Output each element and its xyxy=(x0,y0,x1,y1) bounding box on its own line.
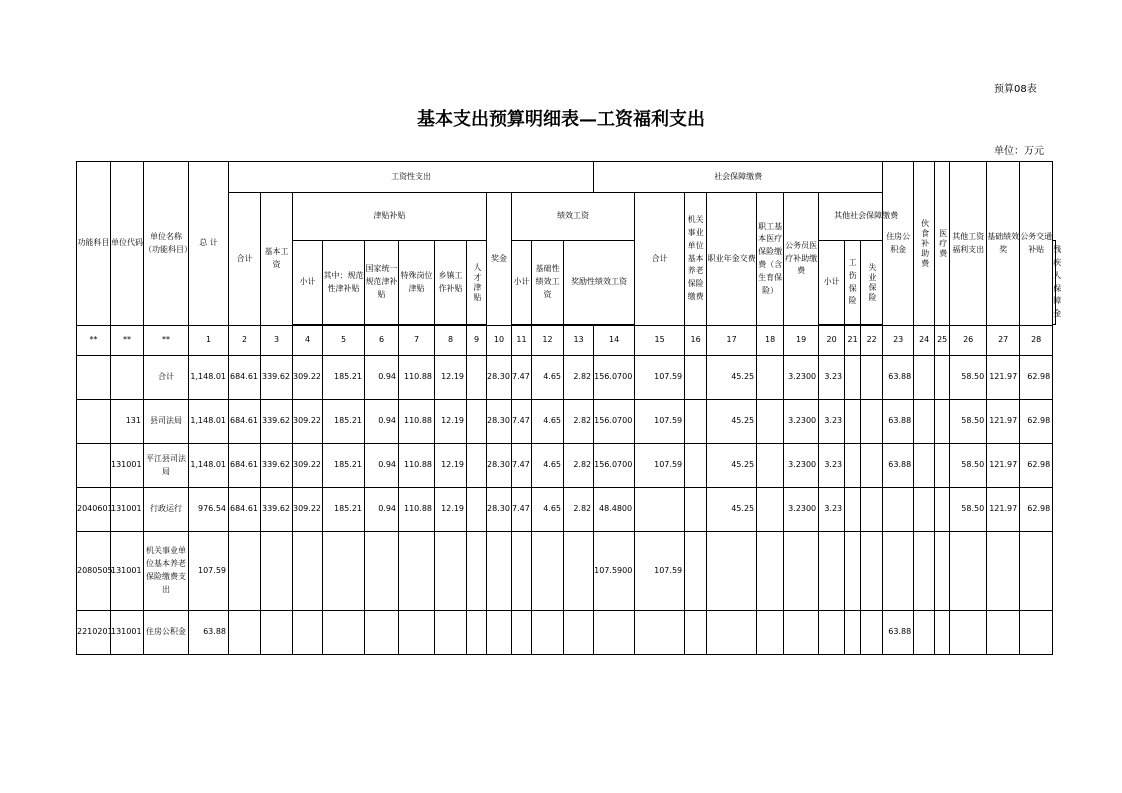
value-cell: 45.25 xyxy=(707,356,757,400)
index-cell: 23 xyxy=(883,326,914,356)
value-cell: 62.98 xyxy=(1020,400,1053,444)
value-cell xyxy=(467,356,487,400)
unit-code-cell: 131001 xyxy=(111,444,144,488)
form-number: 预算08表 xyxy=(994,84,1037,95)
value-cell: 3.23 xyxy=(819,356,845,400)
value-cell: 309.22 xyxy=(293,356,323,400)
value-cell: 45.25 xyxy=(707,444,757,488)
value-cell: 58.50 xyxy=(950,356,987,400)
index-cell: 25 xyxy=(935,326,950,356)
col-med-fee xyxy=(935,162,950,326)
value-cell: 121.97 xyxy=(987,400,1020,444)
value-cell: 12.19 xyxy=(435,400,467,444)
value-cell: 1,148.01 xyxy=(189,356,229,400)
col-other-sub: 小计 xyxy=(819,241,845,325)
value-cell: 121.97 xyxy=(987,488,1020,532)
value-cell: 684.61 xyxy=(229,488,261,532)
value-cell: 684.61 xyxy=(229,444,261,488)
index-cell: 18 xyxy=(757,326,784,356)
group-other-social: 其他社会保障缴费 xyxy=(819,193,914,241)
col-allow-post: 特殊岗位津贴 xyxy=(399,241,435,325)
value-cell xyxy=(365,611,399,655)
value-cell xyxy=(987,532,1020,611)
index-cell: 26 xyxy=(950,326,987,356)
value-cell xyxy=(685,488,707,532)
value-cell xyxy=(757,444,784,488)
value-cell xyxy=(261,611,293,655)
value-cell: 2.82 xyxy=(564,444,594,488)
value-cell xyxy=(914,488,935,532)
value-cell: 7.47 xyxy=(512,400,532,444)
value-cell: 0.94 xyxy=(365,356,399,400)
index-cell: 7 xyxy=(399,326,435,356)
value-cell xyxy=(914,400,935,444)
value-cell xyxy=(784,611,819,655)
value-cell xyxy=(435,611,467,655)
value-cell: 7.47 xyxy=(512,356,532,400)
col-disabled: 残疾人保障金 xyxy=(1053,241,1056,325)
value-cell: 110.88 xyxy=(399,356,435,400)
value-cell xyxy=(757,356,784,400)
index-cell: 8 xyxy=(435,326,467,356)
value-cell xyxy=(861,532,883,611)
index-cell: 16 xyxy=(685,326,707,356)
group-salary: 工资性支出 xyxy=(229,162,594,193)
col-unemploy-label: 失业保险 xyxy=(868,262,878,303)
value-cell: 58.50 xyxy=(950,488,987,532)
value-cell xyxy=(323,532,365,611)
value-cell xyxy=(707,532,757,611)
col-unit-code: 单位代码 xyxy=(111,162,144,326)
value-cell xyxy=(883,532,914,611)
value-cell: 309.22 xyxy=(293,488,323,532)
value-cell xyxy=(914,611,935,655)
value-cell xyxy=(685,400,707,444)
value-cell: 3.2300 xyxy=(784,488,819,532)
index-cell: 27 xyxy=(987,326,1020,356)
value-cell xyxy=(532,532,564,611)
value-cell: 4.65 xyxy=(532,488,564,532)
col-allow-talent-label: 人才津贴 xyxy=(472,262,482,303)
value-cell: 0.94 xyxy=(365,400,399,444)
func-code-cell: 2210201 xyxy=(77,611,111,655)
col-transport: 公务交通补贴 xyxy=(1020,162,1053,326)
unit-code-cell: 131001 xyxy=(111,488,144,532)
value-cell: 3.23 xyxy=(819,444,845,488)
value-cell xyxy=(950,611,987,655)
value-cell xyxy=(564,611,594,655)
value-cell xyxy=(594,611,635,655)
value-cell: 156.0700 xyxy=(594,444,635,488)
value-cell xyxy=(399,532,435,611)
unit-name-cell: 县司法局 xyxy=(144,400,189,444)
value-cell: 28.30 xyxy=(487,400,512,444)
col-unemploy xyxy=(861,241,883,325)
value-cell: 62.98 xyxy=(1020,356,1053,400)
unit-code-cell: 131 xyxy=(111,400,144,444)
value-cell: 339.62 xyxy=(261,488,293,532)
value-cell: 3.2300 xyxy=(784,356,819,400)
col-civil-med: 公务员医疗补助缴费 xyxy=(784,193,819,326)
value-cell xyxy=(487,611,512,655)
value-cell xyxy=(845,444,861,488)
index-cell: 15 xyxy=(635,326,685,356)
value-cell xyxy=(467,400,487,444)
value-cell: 12.19 xyxy=(435,488,467,532)
col-allow-std: 其中：规范性津补贴 xyxy=(323,241,365,325)
index-cell: 6 xyxy=(365,326,399,356)
value-cell: 107.59 xyxy=(635,400,685,444)
value-cell: 3.2300 xyxy=(784,444,819,488)
value-cell: 684.61 xyxy=(229,400,261,444)
unit-name-cell: 合计 xyxy=(144,356,189,400)
value-cell xyxy=(1020,532,1053,611)
value-cell xyxy=(861,356,883,400)
value-cell: 62.98 xyxy=(1020,488,1053,532)
col-med-fee-label: 医疗费 xyxy=(938,228,948,259)
value-cell: 45.25 xyxy=(707,400,757,444)
value-cell xyxy=(757,532,784,611)
col-perf-reward: 奖励性绩效工资 xyxy=(564,241,635,325)
value-cell xyxy=(935,611,950,655)
index-cell: 3 xyxy=(261,326,293,356)
value-cell: 1,148.01 xyxy=(189,400,229,444)
value-cell: 63.88 xyxy=(883,611,914,655)
value-cell xyxy=(914,532,935,611)
value-cell: 107.5900 xyxy=(594,532,635,611)
value-cell: 2.82 xyxy=(564,356,594,400)
func-code-cell: 2080505 xyxy=(77,532,111,611)
table-body xyxy=(77,356,1056,655)
value-cell: 7.47 xyxy=(512,488,532,532)
index-cell: 22 xyxy=(861,326,883,356)
index-cell: ** xyxy=(111,326,144,356)
table-row xyxy=(77,488,1056,532)
value-cell: 2.82 xyxy=(564,400,594,444)
index-cell: 5 xyxy=(323,326,365,356)
unit-label: 单位：万元 xyxy=(994,146,1044,157)
value-cell: 339.62 xyxy=(261,444,293,488)
value-cell xyxy=(564,532,594,611)
value-cell xyxy=(323,611,365,655)
value-cell: 309.22 xyxy=(293,400,323,444)
value-cell xyxy=(845,356,861,400)
unit-name-cell: 机关事业单位基本养老保险缴费支出 xyxy=(144,532,189,611)
func-code-cell xyxy=(77,444,111,488)
value-cell xyxy=(757,488,784,532)
value-cell: 28.30 xyxy=(487,356,512,400)
value-cell xyxy=(935,532,950,611)
value-cell: 185.21 xyxy=(323,356,365,400)
col-func-code: 功能科目 xyxy=(77,162,111,326)
value-cell xyxy=(685,532,707,611)
value-cell xyxy=(845,532,861,611)
value-cell: 28.30 xyxy=(487,488,512,532)
value-cell xyxy=(293,611,323,655)
value-cell: 107.59 xyxy=(635,532,685,611)
index-cell: 13 xyxy=(564,326,594,356)
value-cell xyxy=(467,488,487,532)
col-soc-sum: 合计 xyxy=(635,193,685,326)
value-cell: 58.50 xyxy=(950,444,987,488)
value-cell: 156.0700 xyxy=(594,400,635,444)
value-cell xyxy=(487,532,512,611)
func-code-cell xyxy=(77,400,111,444)
table-row xyxy=(77,611,1056,655)
value-cell xyxy=(635,611,685,655)
index-cell: 17 xyxy=(707,326,757,356)
value-cell xyxy=(512,611,532,655)
value-cell xyxy=(935,488,950,532)
col-injury: 工伤保险 xyxy=(845,241,861,325)
value-cell xyxy=(229,532,261,611)
value-cell: 4.65 xyxy=(532,356,564,400)
value-cell xyxy=(883,488,914,532)
value-cell: 185.21 xyxy=(323,444,365,488)
index-cell: 19 xyxy=(784,326,819,356)
col-annuity: 职业年金交费 xyxy=(707,193,757,326)
col-meal xyxy=(914,162,935,326)
value-cell: 3.23 xyxy=(819,400,845,444)
unit-name-cell: 行政运行 xyxy=(144,488,189,532)
index-cell: 20 xyxy=(819,326,845,356)
col-bonus: 奖金 xyxy=(487,193,512,326)
value-cell xyxy=(467,532,487,611)
value-cell xyxy=(229,611,261,655)
value-cell: 63.88 xyxy=(883,444,914,488)
value-cell xyxy=(950,532,987,611)
index-cell: 24 xyxy=(914,326,935,356)
unit-code-cell: 131001 xyxy=(111,611,144,655)
value-cell: 684.61 xyxy=(229,356,261,400)
value-cell xyxy=(861,611,883,655)
col-unit-name: 单位名称（功能科目） xyxy=(144,162,189,326)
index-cell: 1 xyxy=(189,326,229,356)
group-social: 社会保障缴费 xyxy=(594,162,883,193)
col-other-welfare: 其他工资福利支出 xyxy=(950,162,987,326)
value-cell xyxy=(435,532,467,611)
value-cell: 3.23 xyxy=(819,488,845,532)
col-allow-talent xyxy=(467,241,487,325)
col-allow-nat: 国家统一规范津补贴 xyxy=(365,241,399,325)
value-cell: 110.88 xyxy=(399,400,435,444)
value-cell xyxy=(685,444,707,488)
value-cell xyxy=(757,400,784,444)
value-cell: 12.19 xyxy=(435,356,467,400)
value-cell: 48.4800 xyxy=(594,488,635,532)
value-cell: 339.62 xyxy=(261,356,293,400)
index-cell: ** xyxy=(77,326,111,356)
value-cell: 309.22 xyxy=(293,444,323,488)
index-cell: 4 xyxy=(293,326,323,356)
value-cell xyxy=(987,611,1020,655)
col-total: 总 计 xyxy=(189,162,229,326)
value-cell xyxy=(685,611,707,655)
value-cell: 4.65 xyxy=(532,400,564,444)
value-cell xyxy=(845,611,861,655)
col-meal-label: 伙食补助费 xyxy=(920,218,930,269)
value-cell: 7.47 xyxy=(512,444,532,488)
value-cell: 12.19 xyxy=(435,444,467,488)
value-cell: 28.30 xyxy=(487,444,512,488)
col-allow-town: 乡镇工作补贴 xyxy=(435,241,467,325)
value-cell: 0.94 xyxy=(365,488,399,532)
table-row xyxy=(77,400,1056,444)
group-perf: 绩效工资 xyxy=(512,193,635,241)
budget-table xyxy=(76,161,1062,655)
index-row xyxy=(77,326,1056,356)
value-cell: 62.98 xyxy=(1020,444,1053,488)
value-cell: 58.50 xyxy=(950,400,987,444)
value-cell xyxy=(467,611,487,655)
value-cell: 107.59 xyxy=(635,444,685,488)
index-cell: 11 xyxy=(512,326,532,356)
index-cell: 14 xyxy=(594,326,635,356)
value-cell xyxy=(861,488,883,532)
value-cell xyxy=(365,532,399,611)
col-sal-sum: 合计 xyxy=(229,193,261,326)
value-cell xyxy=(293,532,323,611)
col-pension: 机关事业单位基本养老保险缴费 xyxy=(685,193,707,326)
col-allow-sub: 小计 xyxy=(293,241,323,325)
value-cell: 107.59 xyxy=(635,356,685,400)
value-cell: 63.88 xyxy=(883,356,914,400)
value-cell: 185.21 xyxy=(323,488,365,532)
index-cell: 10 xyxy=(487,326,512,356)
value-cell: 121.97 xyxy=(987,444,1020,488)
value-cell: 110.88 xyxy=(399,444,435,488)
value-cell: 185.21 xyxy=(323,400,365,444)
value-cell: 45.25 xyxy=(707,488,757,532)
col-base-salary: 基本工资 xyxy=(261,193,293,326)
value-cell: 121.97 xyxy=(987,356,1020,400)
value-cell: 63.88 xyxy=(883,400,914,444)
index-cell: 12 xyxy=(532,326,564,356)
value-cell xyxy=(261,532,293,611)
unit-code-cell xyxy=(111,356,144,400)
value-cell xyxy=(914,444,935,488)
value-cell: 63.88 xyxy=(189,611,229,655)
index-cell: 28 xyxy=(1020,326,1053,356)
value-cell xyxy=(914,356,935,400)
value-cell: 1,148.01 xyxy=(189,444,229,488)
value-cell xyxy=(512,532,532,611)
value-cell xyxy=(467,444,487,488)
col-housing: 住房公积金 xyxy=(883,162,914,326)
page-title: 基本支出预算明细表—工资福利支出 xyxy=(417,109,705,130)
value-cell xyxy=(1020,611,1053,655)
value-cell: 2.82 xyxy=(564,488,594,532)
value-cell xyxy=(845,400,861,444)
value-cell: 339.62 xyxy=(261,400,293,444)
value-cell: 976.54 xyxy=(189,488,229,532)
col-perf-base: 基础性绩效工资 xyxy=(532,241,564,325)
index-cell: 9 xyxy=(467,326,487,356)
table-row xyxy=(77,444,1056,488)
value-cell: 156.0700 xyxy=(594,356,635,400)
value-cell xyxy=(861,400,883,444)
func-code-cell xyxy=(77,356,111,400)
value-cell xyxy=(784,532,819,611)
col-medical: 职工基本医疗保险缴费（含生育保险） xyxy=(757,193,784,326)
col-perf-sub: 小计 xyxy=(512,241,532,325)
value-cell xyxy=(935,356,950,400)
value-cell: 0.94 xyxy=(365,444,399,488)
table-row xyxy=(77,532,1056,611)
value-cell xyxy=(935,444,950,488)
value-cell xyxy=(845,488,861,532)
value-cell xyxy=(757,611,784,655)
header-row-1 xyxy=(77,162,1056,193)
value-cell xyxy=(819,532,845,611)
value-cell: 110.88 xyxy=(399,488,435,532)
value-cell xyxy=(399,611,435,655)
value-cell xyxy=(707,611,757,655)
group-allowance: 津贴补贴 xyxy=(293,193,487,241)
unit-code-cell: 131001 xyxy=(111,532,144,611)
index-cell: 21 xyxy=(845,326,861,356)
table-row xyxy=(77,356,1056,400)
index-cell: ** xyxy=(144,326,189,356)
col-base-perf: 基础绩效奖 xyxy=(987,162,1020,326)
value-cell xyxy=(819,611,845,655)
unit-name-cell: 住房公积金 xyxy=(144,611,189,655)
func-code-cell: 2040601 xyxy=(77,488,111,532)
value-cell: 3.2300 xyxy=(784,400,819,444)
value-cell xyxy=(935,400,950,444)
value-cell: 4.65 xyxy=(532,444,564,488)
unit-name-cell: 平江县司法局 xyxy=(144,444,189,488)
value-cell: 107.59 xyxy=(189,532,229,611)
value-cell xyxy=(532,611,564,655)
value-cell xyxy=(861,444,883,488)
index-cell: 2 xyxy=(229,326,261,356)
value-cell xyxy=(635,488,685,532)
value-cell xyxy=(685,356,707,400)
